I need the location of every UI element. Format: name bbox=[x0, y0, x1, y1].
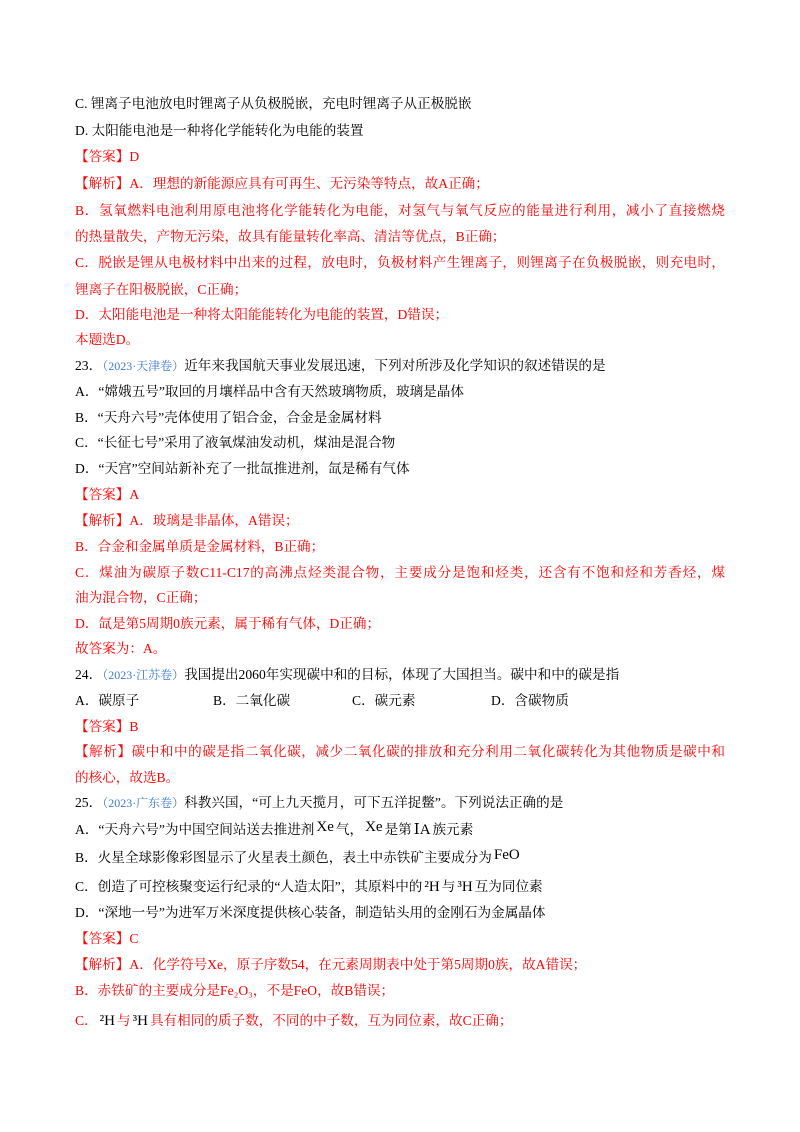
q22-analysis-line-2: B．氢氧燃料电池利用原电池将化学能转化为电能，对氢气与氧气反应的能量进行利用，减小了直接燃烧 bbox=[75, 203, 725, 218]
q24-answer: 【答案】B bbox=[75, 719, 139, 734]
q24-analysis-line-1: 【解析】碳中和中的碳是指二氧化碳，减少二氧化碳的排放和充分利用二氧化碳转化为其他物质是碳中和 bbox=[75, 744, 725, 759]
q25-analysis-text: 具有相同的质子数，不同的中子数，互为同位素，故C正确； bbox=[149, 1013, 513, 1028]
q25-option-b bbox=[75, 848, 522, 868]
q22-analysis-line-4: C．脱嵌是锂从电极材料中出来的过程，放电时，负极材料产生锂离子，则锂离子在负极脱嵌，则充电时， bbox=[75, 255, 725, 270]
q22-analysis-line-3: 的热量散失，产物无污染，故具有能量转化率高、清洁等优点，B正确； bbox=[75, 229, 506, 244]
q25-analysis-line-2: B．赤铁矿的主要成分是Fe₂O₃，不是FeO，故B错误； bbox=[75, 983, 395, 998]
q23-option-b: B．“天舟六号”壳体使用了铝合金，合金是金属材料 bbox=[75, 410, 382, 425]
formula-xe: Xe bbox=[316, 819, 334, 835]
q25-option-c-text: 与 bbox=[441, 879, 456, 894]
q25-option-a-text: 是第 bbox=[384, 822, 412, 837]
q22-analysis-line-6: D．太阳能电池是一种将太阳能能转化为电能的装置，D错误； bbox=[75, 307, 449, 322]
q24-number: 24． bbox=[75, 667, 103, 682]
q23-option-d: D．“天宫”空间站新补充了一批氙推进剂，氙是稀有气体 bbox=[75, 461, 410, 476]
q23-analysis-line-6: 故答案为：A。 bbox=[75, 641, 167, 656]
q25-option-b-text: B．火星全球影像彩图显示了火星表土颜色，表土中赤铁矿主要成分为 bbox=[75, 850, 492, 865]
q23-source-tag: （2023·天津卷） bbox=[102, 359, 185, 373]
q23-stem: 近年来我国航天事业发展迅速，下列对所涉及化学知识的叙述错误的是 bbox=[184, 358, 606, 373]
q24-question bbox=[75, 665, 619, 685]
q23-option-c: C．“长征七号”采用了液氧煤油发动机，煤油是混合物 bbox=[75, 435, 396, 450]
q24-option-c: C．碳元素 bbox=[352, 693, 416, 708]
q23-analysis-line-4: 油为混合物，C正确； bbox=[75, 590, 207, 605]
q25-analysis-line-3 bbox=[75, 1011, 512, 1031]
q22-answer: 【答案】D bbox=[75, 149, 140, 164]
q25-number: 25． bbox=[75, 795, 103, 810]
formula-xe: Xe bbox=[365, 819, 383, 835]
q25-option-c bbox=[75, 877, 543, 897]
q25-option-a-text: 族元素 bbox=[432, 822, 474, 837]
q22-analysis-line-1: 【解析】A．理想的新能源应具有可再生、无污染等特点，故A正确； bbox=[75, 176, 489, 191]
q24-options bbox=[75, 691, 725, 711]
formula-tritium: ³H bbox=[457, 879, 473, 895]
q23-option-a: A．“嫦娥五号”取回的月壤样品中含有天然玻璃物质，玻璃是晶体 bbox=[75, 384, 464, 399]
formula-group: ⅠA bbox=[413, 822, 431, 838]
q24-option-d: D．含碳物质 bbox=[491, 693, 569, 708]
q25-analysis-line-1: 【解析】A．化学符号Xe，原子序数54，在元素周期表中处于第5周期0族，故A错误； bbox=[75, 957, 587, 972]
q25-answer: 【答案】C bbox=[75, 931, 139, 946]
q24-stem: 我国提出2060年实现碳中和的目标，体现了大国担当。碳中和中的碳是指 bbox=[184, 667, 620, 682]
q24-option-a: A．碳原子 bbox=[75, 693, 140, 708]
q25-stem: 科教兴国，“可上九天揽月，可下五洋捉鳖”。下列说法正确的是 bbox=[184, 795, 564, 810]
q25-analysis-text: C． bbox=[75, 1013, 98, 1028]
q22-analysis-line-5: 锂离子在阳极脱嵌，C正确； bbox=[75, 282, 248, 297]
q25-analysis-text: 与 bbox=[117, 1013, 131, 1028]
q24-source-tag: （2023·江苏卷） bbox=[102, 668, 185, 682]
formula-deuterium: ²H bbox=[99, 1013, 116, 1029]
q24-analysis-line-2: 的核心，故选B。 bbox=[75, 770, 180, 785]
q23-analysis-line-5: D．氙是第5周期0族元素，属于稀有气体，D正确； bbox=[75, 616, 381, 631]
formula-deuterium: ²H bbox=[424, 879, 440, 895]
q23-analysis-line-1: 【解析】A．玻璃是非晶体，A错误； bbox=[75, 513, 299, 528]
formula-feo: FeO bbox=[493, 847, 520, 863]
q25-option-c-text: C．创造了可控核聚变运行纪录的“人造太阳”，其原料中的 bbox=[75, 879, 423, 894]
q22-analysis-line-7: 本题选D。 bbox=[75, 332, 140, 347]
q23-number: 23． bbox=[75, 358, 103, 373]
q25-source-tag: （2023·广东卷） bbox=[102, 796, 185, 810]
q25-question bbox=[75, 793, 563, 813]
q25-option-c-text: 互为同位素 bbox=[474, 879, 543, 894]
formula-tritium: ³H bbox=[132, 1013, 148, 1029]
q25-option-a-text: 气， bbox=[335, 822, 364, 837]
q25-option-a bbox=[75, 820, 473, 840]
q23-question bbox=[75, 356, 606, 376]
q22-option-d: D. 太阳能电池是一种将化学能转化为电能的装置 bbox=[75, 123, 364, 138]
q22-option-c: C. 锂离子电池放电时锂离子从负极脱嵌，充电时锂离子从正极脱嵌 bbox=[75, 96, 472, 111]
q23-analysis-line-2: B．合金和金属单质是金属材料，B正确； bbox=[75, 539, 325, 554]
q23-analysis-line-3: C．煤油为碳原子数C11-C17的高沸点烃类混合物，主要成分是饱和烃类，还含有不饱和烃和芳香烃，煤 bbox=[75, 565, 725, 580]
q25-option-d: D．“深地一号”为进军万米深度提供核心装备，制造钻头用的金刚石为金属晶体 bbox=[75, 905, 546, 920]
q24-option-b: B．二氧化碳 bbox=[213, 693, 291, 708]
q23-answer: 【答案】A bbox=[75, 487, 140, 502]
q25-option-a-text: A．“天舟六号”为中国空间站送去推进剂 bbox=[75, 822, 315, 837]
